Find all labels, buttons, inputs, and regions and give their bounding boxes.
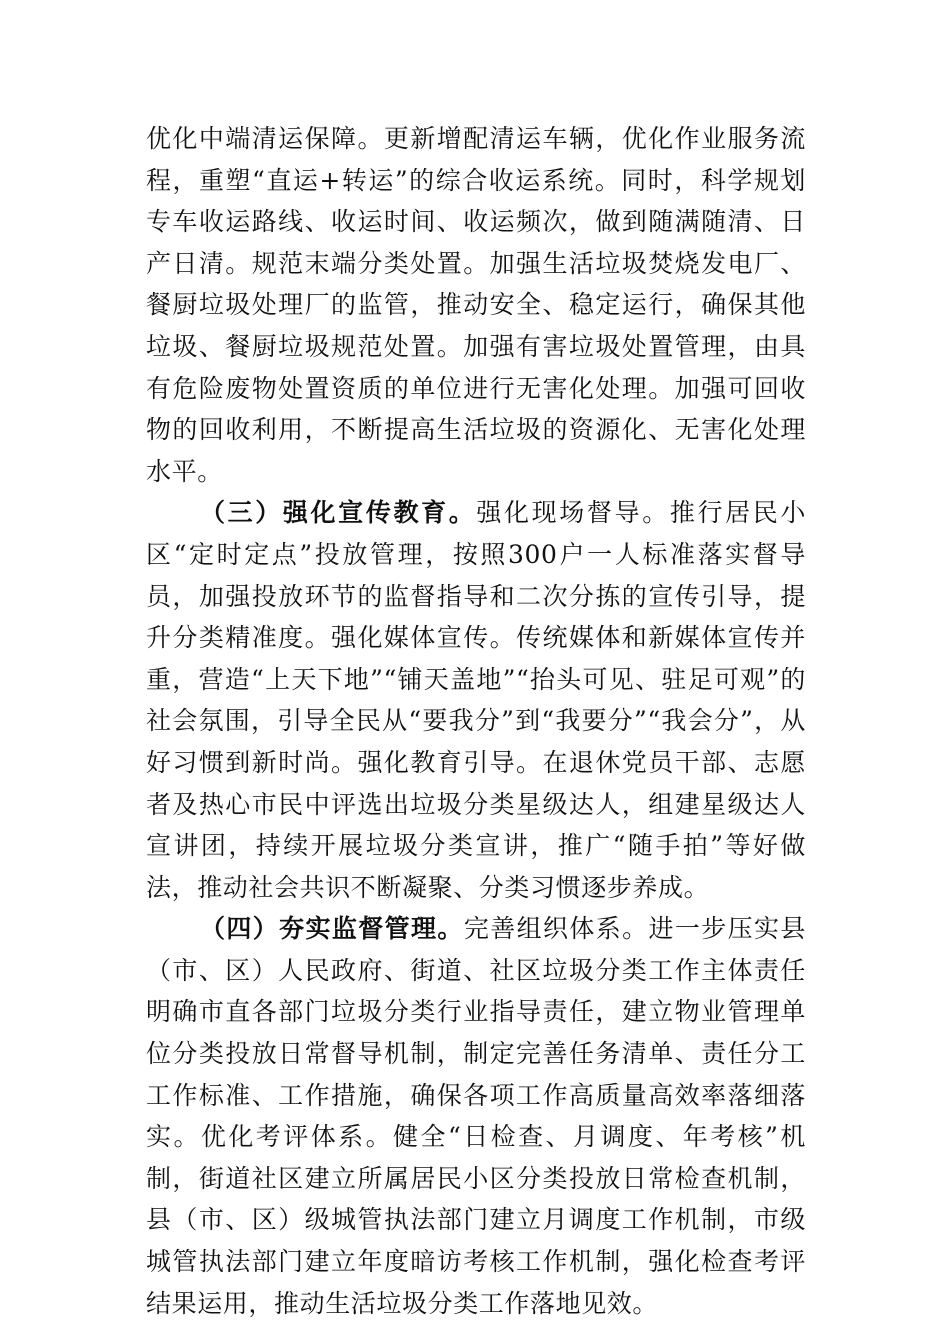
section-heading-four: （四）夯实监督管理。	[200, 914, 464, 944]
paragraph-text: 强化现场督导。推行居民小区“定时定点”投放管理，按照300户一人标准落实督导员，加强投放环节的监督指导和二次分拣的宣传引导，提升分类精准度。强化媒体宣传。传统媒体和新媒体宣传并重，营造“上天下地”“铺天盖地”“抬头可见、驻足可观”的社会氛围，引导全民从“要我分”到“我要分”“我会分”，从好习惯到新时尚。强化教育引导。在退休党员干部、志愿者及热心市民中评选出垃圾分类星级达人，组建星级达人宣讲团，持续开展垃圾分类宣讲，推广“随手拍”等好做法，推动社会共识不断凝聚、分类习惯逐步养成。	[146, 498, 806, 902]
paragraph-text: 优化中端清运保障。更新增配清运车辆，优化作业服务流程，重塑“直运+转运”的综合收运系统。同时，科学规划专车收运路线、收运时间、收运频次，做到随满随清、日产日清。规范末端分类处置。加强生活垃圾焚烧发电厂、餐厨垃圾处理厂的监管，推动安全、稳定运行，确保其他垃圾、餐厨垃圾规范处置。加强有害垃圾处置管理，由具有危险废物处置资质的单位进行无害化处理。加强可回收物的回收利用，不断提高生活垃圾的资源化、无害化处理水平。	[146, 124, 806, 486]
document-body	[146, 118, 806, 1324]
paragraph-supervision-management	[146, 908, 806, 1324]
paragraph-publicity-education	[146, 492, 806, 908]
paragraph-text: 完善组织体系。进一步压实县（市、区）人民政府、街道、社区垃圾分类工作主体责任明确市直各部门垃圾分类行业指导责任，建立物业管理单位分类投放日常督导机制，制定完善任务清单、责任分工工作标准、工作措施，确保各项工作高质量高效率落细落实。优化考评体系。健全“日检查、月调度、年考核”机制，街道社区建立所属居民小区分类投放日常检查机制，县（市、区）级城管执法部门建立月调度工作机制，市级城管执法部门建立年度暗访考核工作机制，强化检查考评结果运用，推动生活垃圾分类工作落地见效。	[146, 914, 806, 1318]
section-heading-three: （三）强化宣传教育。	[200, 498, 477, 528]
paragraph-collection-disposal	[146, 118, 806, 492]
